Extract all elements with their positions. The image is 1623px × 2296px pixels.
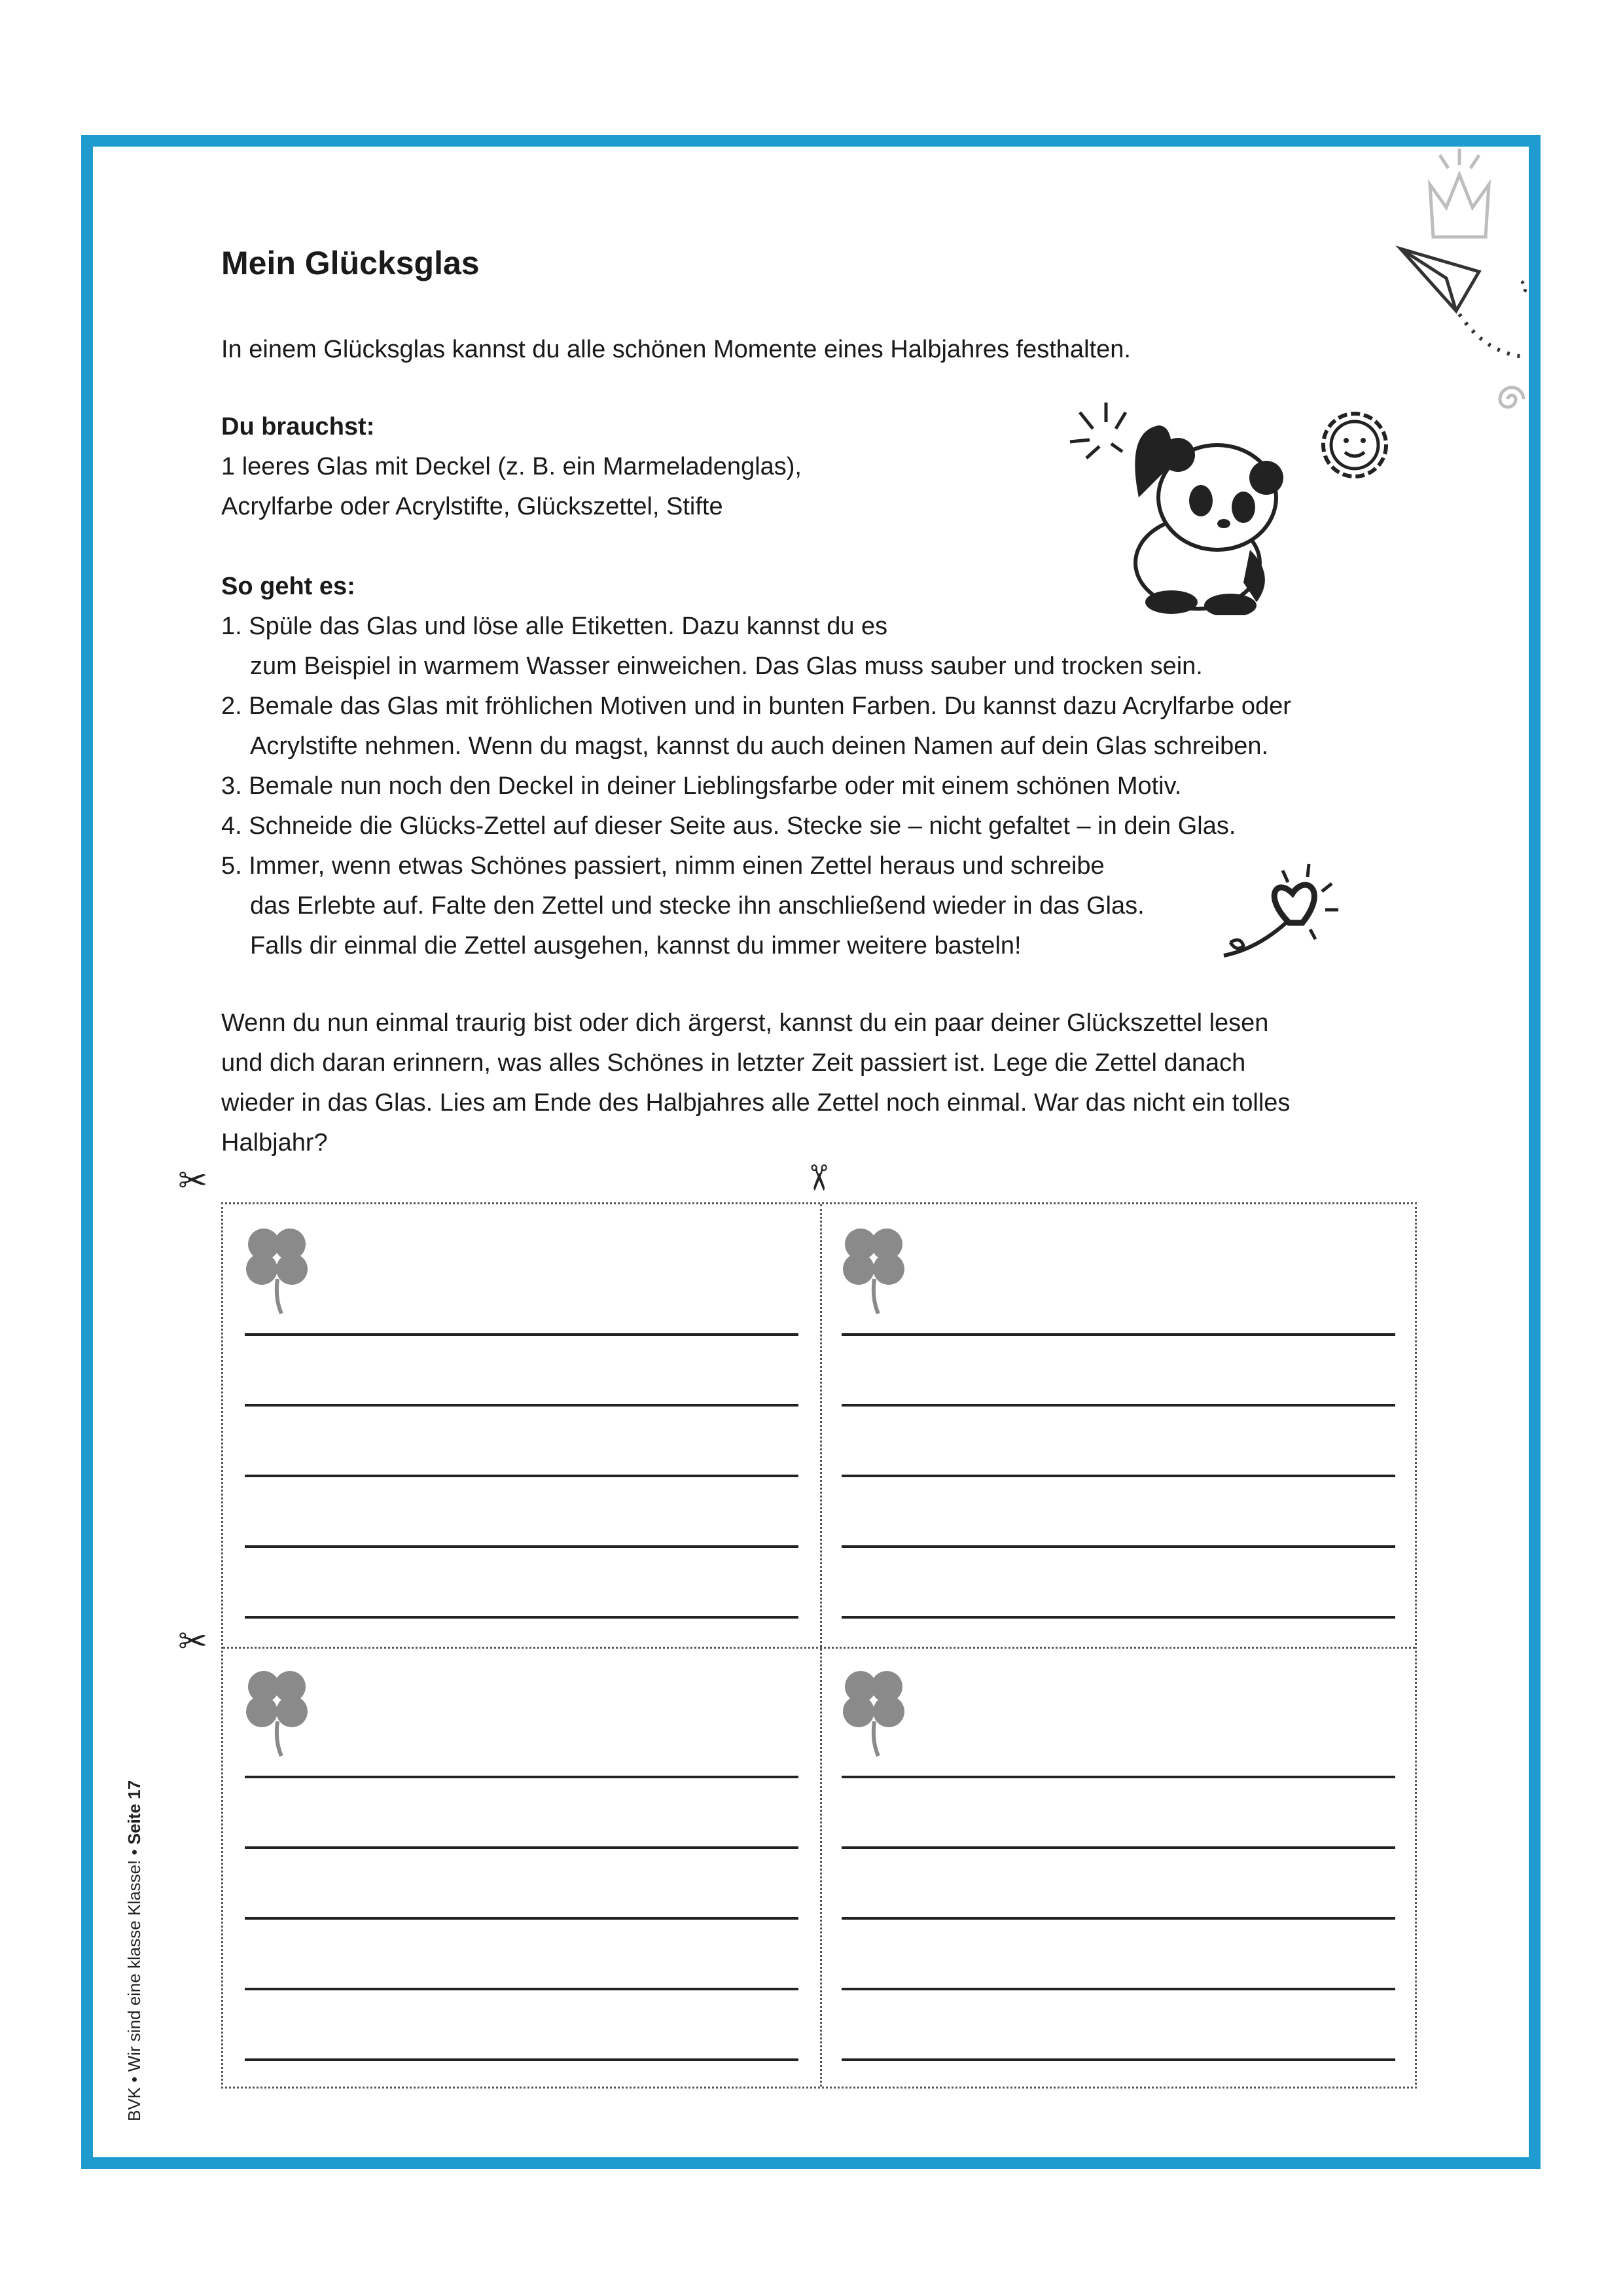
writing-line [245,1988,798,1990]
closing-text: wieder in das Glas. Lies am Ende des Halbjahres alle Zettel noch einmal. War das nicht ein tolles [221,1089,1291,1117]
instruction-step: 2. Bemale das Glas mit fröhlichen Motiven und in bunten Farben. Du kannst dazu Acrylfarbe oder [221,692,1291,720]
instruction-step: zum Beispiel in warmem Wasser einweichen. Das Glas muss sauber und trocken sein. [250,653,1203,680]
writing-line [842,1846,1395,1849]
writing-line [842,1988,1395,1990]
instruction-step: das Erlebte auf. Falte den Zettel und stecke ihn anschließend wieder in das Glas. [250,892,1145,920]
materials-line: Acrylfarbe oder Acrylstifte, Glückszettel, Stifte [221,493,723,520]
instruction-step: 1. Spüle das Glas und löse alle Etiketten. Dazu kannst du es [221,613,888,640]
writing-line [245,1616,798,1619]
panda-illustration [1060,393,1302,615]
spiral-icon [1492,380,1531,419]
writing-line [842,2058,1395,2061]
closing-text: und dich daran erinnern, was alles Schönes in letzter Zeit passiert ist. Lege die Zettel danach [221,1049,1246,1077]
instruction-step: 4. Schneide die Glücks-Zettel auf dieser Seite aus. Stecke sie – nicht gefaltet – in dein Glas. [221,812,1236,840]
crown-icon [1423,145,1495,243]
writing-line [245,2058,798,2061]
writing-line [245,1475,798,1477]
page-title: Mein Glücksglas [221,245,480,281]
writing-line [842,1776,1395,1778]
writing-line [245,1776,798,1778]
lucky-note-card [818,1202,1415,1645]
writing-line [245,1404,798,1407]
footer-credit: BVK • Wir sind eine klasse Klasse! • Seite 17 [124,1780,144,2121]
writing-line [245,1545,798,1548]
writing-line [842,1475,1395,1477]
instruction-step: Acrylstifte nehmen. Wenn du magst, kannst du auch deinen Namen auf dein Glas schreiben. [250,732,1269,760]
lucky-note-card [221,1202,818,1645]
heart-doodle-icon [1217,857,1368,969]
writing-line [842,1333,1395,1336]
four-leaf-clover-icon [234,1217,319,1315]
closing-text: Wenn du nun einmal traurig bist oder dich ärgerst, kannst du ein paar deiner Glückszettel lesen [221,1009,1269,1037]
four-leaf-clover-icon [831,1217,916,1315]
four-leaf-clover-icon [831,1659,916,1757]
intro-text: In einem Glücksglas kannst du alle schönen Momente eines Halbjahres festhalten. [221,336,1131,363]
materials-heading: Du brauchst: [221,413,375,440]
four-leaf-clover-icon [234,1659,319,1757]
materials-line: 1 leeres Glas mit Deckel (z. B. ein Marmeladenglas), [221,453,802,480]
instruction-step: 3. Bemale nun noch den Deckel in deiner Lieblingsfarbe oder mit einem schönen Motiv. [221,772,1182,800]
writing-line [842,1404,1395,1407]
writing-line [842,1616,1395,1619]
scissors-icon: ✂ [178,1622,208,1661]
sun-icon [1306,396,1404,494]
lucky-note-card [818,1645,1415,2087]
instructions-heading: So geht es: [221,573,355,600]
writing-line [842,1917,1395,1920]
scissors-icon: ✂ [798,1162,838,1193]
instruction-step: Falls dir einmal die Zettel ausgehen, kannst du immer weitere basteln! [250,932,1022,960]
writing-line [245,1333,798,1336]
paper-plane-icon [1394,242,1538,373]
scissors-icon: ✂ [178,1161,208,1200]
writing-line [245,1846,798,1849]
lucky-note-card [221,1645,818,2087]
writing-line [842,1545,1395,1548]
writing-line [245,1917,798,1920]
closing-text: Halbjahr? [221,1129,328,1157]
instruction-step: 5. Immer, wenn etwas Schönes passiert, nimm einen Zettel heraus und schreibe [221,852,1105,880]
